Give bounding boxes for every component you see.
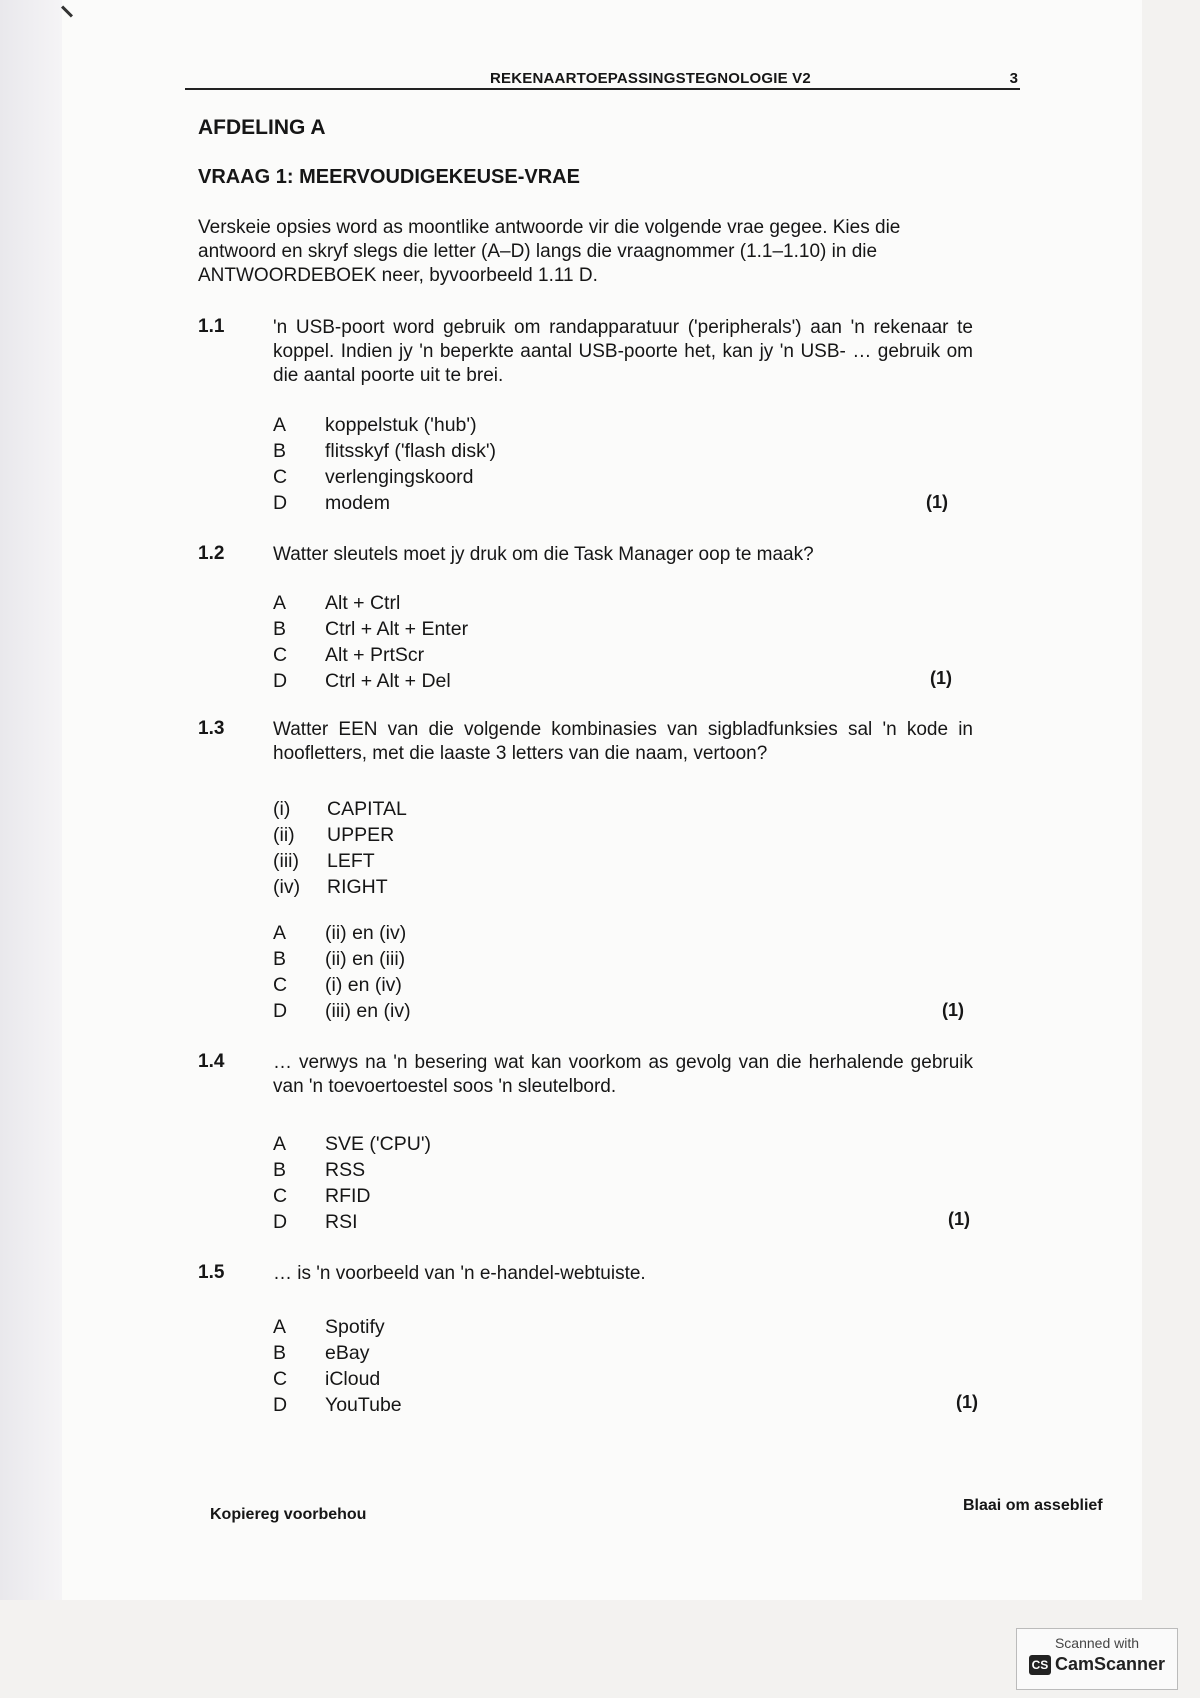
instructions: Verskeie opsies word as moontlike antwoorde vir die volgende vrae gegee. Kies die antwoord en skryf slegs die letter (A–D) langs die vraagnommer (1.1–1.10) in die ANTWOORDEBOEK neer, byvoorbeeld 1.11 D. bbox=[198, 217, 901, 286]
question-text: Watter sleutels moet jy druk om die Task Manager oop te maak? bbox=[273, 544, 814, 565]
question-text: … verwys na 'n besering wat kan voorkom as gevolg van die herhalende gebruik van 'n toevoertoestel soos 'n sleutelbord. bbox=[273, 1052, 973, 1097]
option-d: D (iii) en (iv) bbox=[273, 1000, 411, 1022]
options-list bbox=[273, 1131, 431, 1235]
watermark-brand: CS CamScanner bbox=[1017, 1654, 1177, 1675]
sub-item-iv: (iv) RIGHT bbox=[273, 876, 388, 898]
option-d: D modem bbox=[273, 492, 391, 514]
question-number: 1.1 bbox=[198, 316, 225, 337]
question-number: 1.2 bbox=[198, 543, 225, 564]
options-list bbox=[273, 1314, 402, 1418]
options-list bbox=[273, 920, 411, 1024]
option-b: B RSS bbox=[273, 1159, 366, 1181]
footer-copyright: Kopiereg voorbehou bbox=[210, 1506, 367, 1523]
option-b: B Ctrl + Alt + Enter bbox=[273, 618, 469, 640]
option-c: C RFID bbox=[273, 1185, 371, 1207]
sub-item-iii: (iii) LEFT bbox=[273, 850, 375, 872]
scan-shadow bbox=[0, 0, 62, 1600]
question-text: … is 'n voorbeeld van 'n e-handel-webtuiste. bbox=[273, 1263, 646, 1284]
page-number: 3 bbox=[1009, 70, 1018, 87]
camscanner-logo-icon: CS bbox=[1029, 1655, 1051, 1675]
option-a: A SVE ('CPU') bbox=[273, 1133, 432, 1155]
marks: (1) bbox=[930, 668, 952, 688]
section-title: AFDELING A bbox=[198, 116, 326, 139]
options-list bbox=[273, 590, 468, 694]
option-a: A Alt + Ctrl bbox=[273, 592, 401, 614]
question-number: 1.3 bbox=[198, 718, 225, 739]
option-a: A Spotify bbox=[273, 1316, 385, 1338]
options-list bbox=[273, 412, 496, 516]
option-c: C verlengingskoord bbox=[273, 466, 474, 488]
subject-title: REKENAARTOEPASSINGSTEGNOLOGIE V2 bbox=[490, 70, 811, 87]
option-b: B eBay bbox=[273, 1342, 370, 1364]
option-c: C iCloud bbox=[273, 1368, 381, 1390]
option-c: C (i) en (iv) bbox=[273, 974, 402, 996]
option-c: C Alt + PrtScr bbox=[273, 644, 425, 666]
option-d: D YouTube bbox=[273, 1394, 402, 1416]
question-text: 'n USB-poort word gebruik om randapparatuur ('peripherals') aan 'n rekenaar te koppel. Indien jy 'n beperkte aantal USB-poorte het, kan jy 'n USB- … gebruik om die aantal poorte uit te brei. bbox=[273, 317, 973, 386]
option-b: B flitsskyf ('flash disk') bbox=[273, 440, 497, 462]
option-a: A (ii) en (iv) bbox=[273, 922, 407, 944]
question-title: VRAAG 1: MEERVOUDIGEKEUSE-VRAE bbox=[198, 166, 580, 188]
question-number: 1.5 bbox=[198, 1262, 225, 1283]
camscanner-watermark bbox=[1016, 1628, 1178, 1690]
marks: (1) bbox=[948, 1209, 970, 1229]
question-number: 1.4 bbox=[198, 1051, 225, 1072]
page-header bbox=[185, 68, 1020, 90]
option-a: A koppelstuk ('hub') bbox=[273, 414, 477, 436]
marks: (1) bbox=[926, 492, 948, 512]
question-text: Watter EEN van die volgende kombinasies van sigbladfunksies sal 'n kode in hoofletters, met die laaste 3 letters van die naam, vertoon? bbox=[273, 719, 973, 764]
sub-item-ii: (ii) UPPER bbox=[273, 824, 395, 846]
marks: (1) bbox=[942, 1000, 964, 1020]
sub-items-list bbox=[273, 796, 407, 900]
footer-turn-over: Blaai om asseblief bbox=[963, 1497, 1103, 1514]
option-d: D Ctrl + Alt + Del bbox=[273, 670, 451, 692]
option-b: B (ii) en (iii) bbox=[273, 948, 406, 970]
marks: (1) bbox=[956, 1392, 978, 1412]
option-d: D RSI bbox=[273, 1211, 358, 1233]
watermark-caption: Scanned with bbox=[1054, 1635, 1140, 1651]
sub-item-i: (i) CAPITAL bbox=[273, 798, 407, 820]
